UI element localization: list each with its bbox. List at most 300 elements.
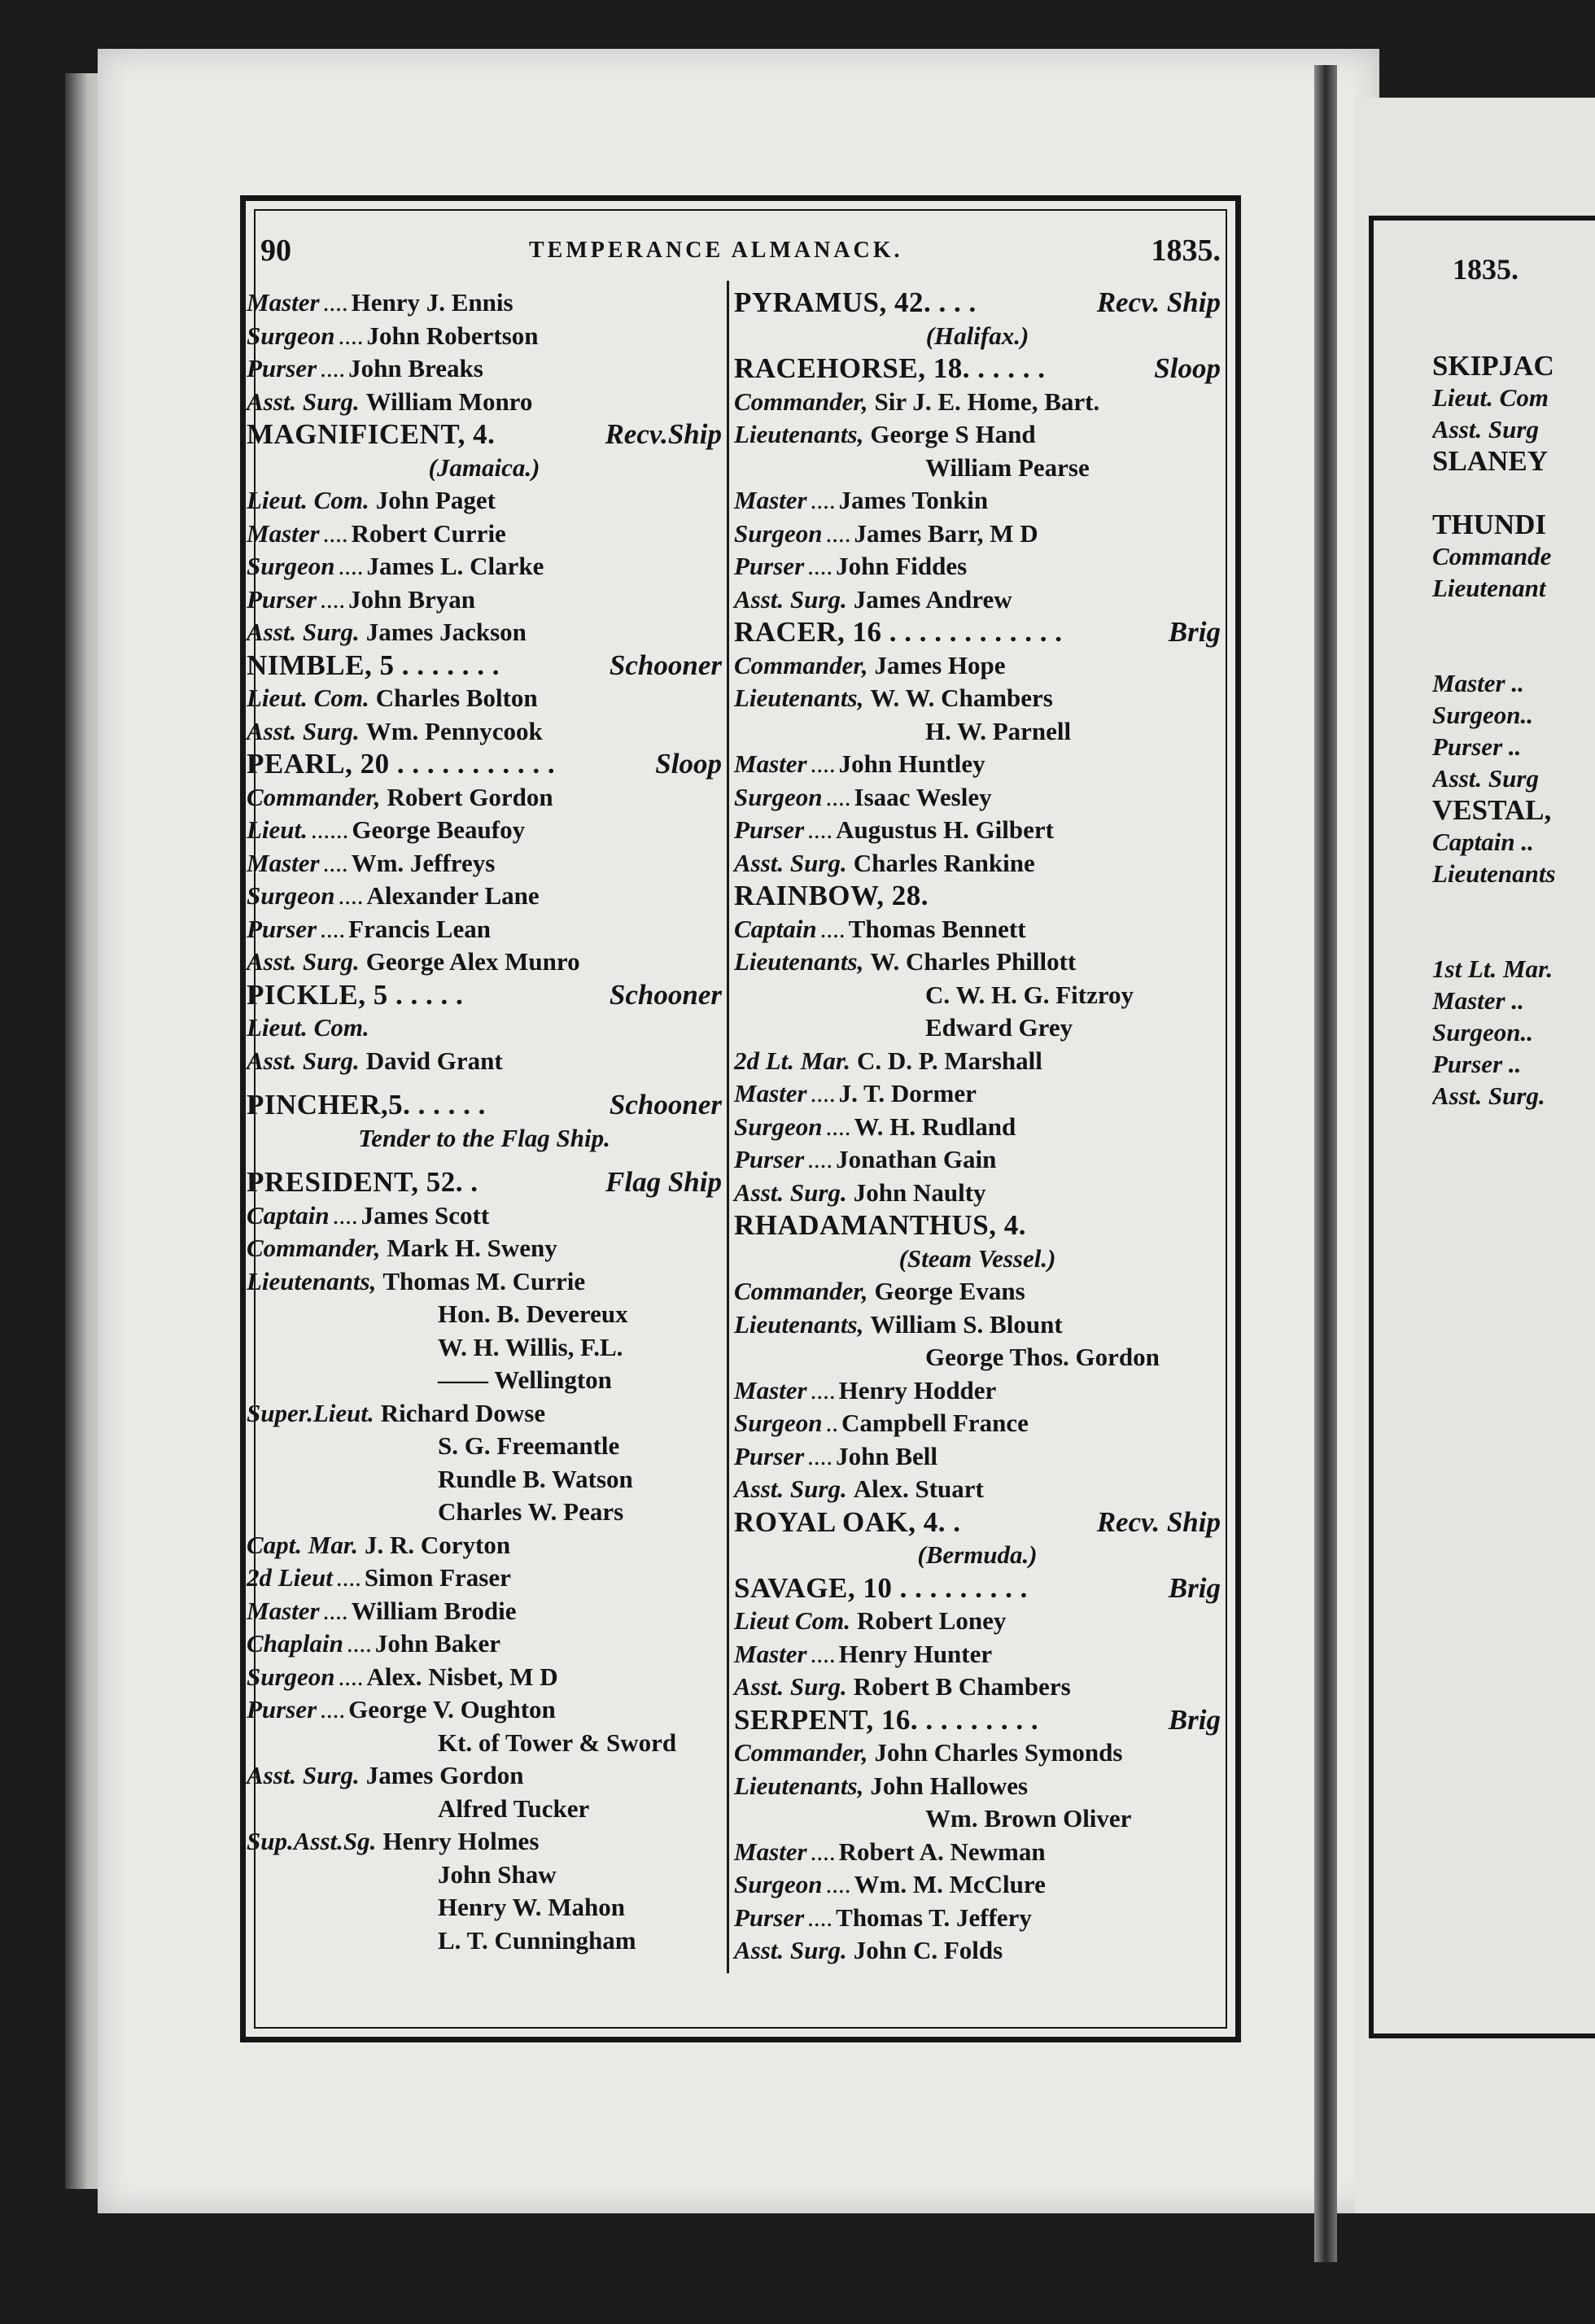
ship-type: Recv. Ship <box>1096 1505 1221 1538</box>
facing-page-column <box>1432 350 1595 1112</box>
officer-entry <box>734 550 1221 583</box>
officer-entry <box>734 1407 1221 1440</box>
officer-name: James Hope <box>874 650 1006 679</box>
officer-name: George Evans <box>874 1277 1025 1305</box>
officer-entry <box>247 386 722 419</box>
ship-type: Sloop <box>655 748 722 780</box>
officer-name: John Charles Symonds <box>874 1738 1123 1767</box>
leader-dots: .... <box>320 914 346 943</box>
officer-entry <box>247 1265 722 1299</box>
leader-dots: .... <box>807 1441 833 1470</box>
officer-rank: Commander, <box>734 650 868 679</box>
facing-page-line: VESTAL, <box>1432 794 1552 826</box>
ship-name: PYRAMUS, 42. . . . <box>734 286 977 318</box>
running-title: TEMPERANCE ALMANACK. <box>529 238 903 263</box>
officer-rank: Purser <box>734 552 805 580</box>
officer-entry <box>734 484 1221 518</box>
officer-name: Henry Hunter <box>838 1639 993 1668</box>
officer-name: Isaac Wesley <box>854 782 992 811</box>
officer-name: Augustus H. Gilbert <box>836 815 1054 844</box>
officer-name: Francis Lean <box>348 914 491 943</box>
officer-rank: Surgeon <box>734 518 823 548</box>
book-gutter <box>1314 65 1337 2262</box>
officer-name: James Tonkin <box>838 486 989 514</box>
officer-rank: Asst. Surg. <box>734 1474 847 1503</box>
ship-name: RACEHORSE, 18. . . . . . <box>734 352 1046 384</box>
ship-type: Brig <box>1168 1571 1221 1604</box>
ship-name: MAGNIFICENT, 4. <box>247 418 496 450</box>
ship-name: RAINBOW, 28. <box>734 880 929 911</box>
officer-name: W. H. Rudland <box>854 1112 1016 1141</box>
officer-name: Rundle B. Watson <box>438 1464 633 1493</box>
officer-name: George V. Oughton <box>348 1695 556 1723</box>
leader-dots: .... <box>807 1902 833 1932</box>
ship-heading <box>734 1572 1221 1605</box>
officer-rank: Master <box>247 1596 320 1625</box>
officer-rank: Lieutenants, <box>247 1266 377 1295</box>
leader-dots: .... <box>338 552 364 580</box>
officer-rank: Commander, <box>247 1234 381 1262</box>
officer-rank: Asst. Surg. <box>247 947 360 976</box>
facing-page-line: THUNDI <box>1432 509 1547 540</box>
ship-heading <box>247 1089 722 1122</box>
officer-entry <box>734 781 1221 815</box>
officer-name: Simon Fraser <box>364 1563 511 1592</box>
leader-dots: .... <box>346 1629 372 1658</box>
spacer <box>247 1155 722 1166</box>
ship-heading <box>734 616 1221 649</box>
facing-page-line: Lieut. Com <box>1432 383 1549 412</box>
officer-name: W. H. Willis, F.L. <box>438 1332 623 1361</box>
officer-name: Henry Holmes <box>382 1827 540 1855</box>
officer-entry <box>247 682 722 715</box>
officer-name: L. T. Cunningham <box>438 1925 636 1955</box>
officer-name: W. W. Chambers <box>870 684 1053 712</box>
officer-entry <box>734 1473 1221 1506</box>
ship-name: RACER, 16 . . . . . . . . . . . . <box>734 616 1063 648</box>
facing-page-line <box>1432 604 1595 636</box>
facing-page-line: Purser .. <box>1432 1050 1522 1078</box>
facing-page-line <box>1432 636 1595 667</box>
ship-heading <box>734 286 1221 320</box>
officer-name: Charles Rankine <box>853 848 1035 877</box>
leader-dots: .... <box>807 1145 833 1173</box>
officer-rank: Capt. Mar. <box>247 1530 358 1559</box>
officer-entry <box>247 880 722 913</box>
officer-rank: Lieutenants, <box>734 1309 864 1339</box>
officer-name: George Alex Munro <box>365 947 580 976</box>
ship-type: Schooner <box>609 978 722 1011</box>
leader-dots: .... <box>320 584 346 614</box>
officer-name: Alexander Lane <box>366 881 540 910</box>
officer-entry <box>247 352 722 386</box>
officer-name: —— Wellington <box>438 1365 612 1394</box>
ship-type: Recv.Ship <box>605 418 722 450</box>
leader-dots: .... <box>338 1662 364 1691</box>
officer-entry <box>734 1143 1221 1177</box>
officer-name: J. R. Coryton <box>364 1530 511 1559</box>
officer-rank: Master <box>734 1639 807 1668</box>
facing-page-line <box>1432 477 1595 509</box>
officer-rank: Chaplain <box>247 1629 343 1658</box>
officer-entry <box>734 418 1221 452</box>
officer-entry <box>734 1111 1221 1144</box>
officer-entry <box>247 1825 722 1859</box>
officer-rank: Purser <box>734 1441 805 1470</box>
officer-entry <box>734 1934 1221 1968</box>
left-column <box>247 286 722 1957</box>
officer-name: C. W. H. G. Fitzroy <box>925 980 1134 1009</box>
officer-rank: Captain <box>247 1200 330 1230</box>
ship-name: PINCHER,5. . . . . . <box>247 1089 486 1120</box>
officer-entry <box>247 320 722 353</box>
officer-rank: Super.Lieut. <box>247 1398 374 1427</box>
officer-rank: Purser <box>247 914 317 943</box>
leader-dots: .... <box>322 288 348 317</box>
officer-entry <box>734 1045 1221 1078</box>
officer-name: Richard Dowse <box>380 1398 546 1427</box>
leader-dots: .... <box>322 518 348 548</box>
ship-station: (Bermuda.) <box>917 1540 1038 1569</box>
officer-entry <box>247 484 722 518</box>
officer-name: H. W. Parnell <box>925 716 1072 745</box>
officer-rank: Asst. Surg. <box>247 1046 360 1075</box>
leader-dots: .... <box>322 848 348 877</box>
officer-entry <box>734 847 1221 880</box>
officer-rank: Surgeon <box>734 782 823 811</box>
officer-entry <box>734 1902 1221 1935</box>
officer-entry <box>247 715 722 749</box>
officer-entry <box>247 1011 722 1045</box>
leader-dots: .... <box>320 1695 346 1723</box>
officer-name: John Hallowes <box>870 1771 1029 1800</box>
ship-heading <box>734 880 1221 913</box>
officer-entry <box>734 748 1221 781</box>
officer-entry <box>247 1562 722 1595</box>
officer-entry <box>247 1397 722 1431</box>
officer-entry <box>734 1868 1221 1902</box>
officer-name: George S Hand <box>870 420 1036 448</box>
officer-name: Henry J. Ennis <box>351 288 513 317</box>
leader-dots: .... <box>810 486 836 514</box>
officer-entry <box>247 1529 722 1562</box>
officer-rank: Asst. Surg. <box>247 1761 360 1789</box>
officer-rank: Master <box>734 749 807 778</box>
officer-name: John Fiddes <box>836 552 968 580</box>
officer-name: Alex. Stuart <box>853 1474 984 1503</box>
leader-dots: ...... <box>310 815 349 844</box>
officer-rank: Surgeon <box>247 881 335 910</box>
officer-rank: Purser <box>247 584 317 614</box>
officer-name: George Beaufoy <box>352 815 526 844</box>
officer-entry <box>247 286 722 320</box>
leader-dots: .... <box>338 881 364 910</box>
officer-name: Sir J. E. Home, Bart. <box>874 387 1100 416</box>
ship-station: (Steam Vessel.) <box>898 1243 1056 1273</box>
leader-dots: .... <box>332 1200 358 1230</box>
officer-rank: Surgeon <box>247 552 335 580</box>
officer-rank: Master <box>734 1079 807 1107</box>
ship-heading <box>734 352 1221 386</box>
leader-dots: .... <box>807 552 833 580</box>
officer-name: John Huntley <box>838 749 985 778</box>
officer-name: Henry Hodder <box>838 1375 997 1404</box>
officer-rank: Surgeon <box>734 1112 823 1141</box>
page-number: 90 <box>260 234 291 268</box>
ship-station: (Jamaica.) <box>428 452 540 482</box>
facing-page-line <box>1432 889 1595 921</box>
officer-rank: Lieut. <box>247 815 308 844</box>
officer-entry <box>247 518 722 551</box>
officer-rank: Asst. Surg. <box>247 716 360 745</box>
officer-name: John Robertson <box>366 321 539 350</box>
officer-name: Thomas Bennett <box>848 914 1026 943</box>
ship-type: Schooner <box>609 649 722 681</box>
ship-heading <box>247 649 722 683</box>
ship-heading <box>734 1506 1221 1540</box>
ship-heading <box>247 418 722 452</box>
officer-entry <box>734 386 1221 419</box>
officer-name: James L. Clarke <box>366 552 544 580</box>
officer-entry <box>734 1275 1221 1308</box>
officer-rank: Master <box>734 1375 807 1404</box>
ship-name: ROYAL OAK, 4. . <box>734 1505 961 1538</box>
officer-name: Alfred Tucker <box>438 1793 590 1823</box>
officer-entry <box>734 1638 1221 1671</box>
officer-entry <box>247 814 722 847</box>
facing-page-line: SKIPJAC <box>1432 350 1554 382</box>
officer-rank: Asst. Surg. <box>734 1177 847 1207</box>
ship-name: SAVAGE, 10 . . . . . . . . . <box>734 1571 1028 1604</box>
officer-rank: Commander, <box>247 782 381 811</box>
officer-rank: 2d Lieut <box>247 1563 333 1592</box>
officer-name: Edward Grey <box>925 1013 1073 1042</box>
facing-page-line: Master .. <box>1432 669 1524 697</box>
officer-name: W. Charles Phillott <box>870 947 1077 976</box>
leader-dots: .... <box>810 749 836 778</box>
officer-rank: Lieut. Com. <box>247 486 369 514</box>
year: 1835. <box>1151 234 1221 268</box>
officer-entry <box>247 1693 722 1727</box>
facing-page-line: Captain .. <box>1432 828 1534 856</box>
officer-rank: Purser <box>734 815 805 844</box>
ship-name: SERPENT, 16. . . . . . . . . <box>734 1703 1039 1736</box>
officer-name: John Bryan <box>348 584 476 614</box>
ship-type: Recv. Ship <box>1096 286 1221 318</box>
officer-rank: Asst. Surg. <box>734 584 847 614</box>
officer-rank: Lieutenants, <box>734 420 864 448</box>
officer-name: Robert A. Newman <box>838 1837 1046 1866</box>
ship-type: Brig <box>1168 616 1221 648</box>
officer-name: William Pearse <box>925 452 1090 482</box>
leader-dots: .... <box>810 1837 836 1866</box>
officer-name: John Naulty <box>853 1177 986 1207</box>
officer-entry <box>734 518 1221 551</box>
officer-name: Thomas T. Jeffery <box>836 1902 1032 1932</box>
officer-name: Jonathan Gain <box>836 1145 997 1173</box>
officer-name: Robert Currie <box>351 518 506 548</box>
ship-name: PICKLE, 5 . . . . . <box>247 978 464 1011</box>
officer-name: John Baker <box>374 1629 501 1658</box>
facing-page-line: SLANEY <box>1432 445 1548 477</box>
leader-dots: .... <box>335 1563 361 1592</box>
officer-entry <box>247 1045 722 1078</box>
officer-rank: Sup.Asst.Sg. <box>247 1827 377 1855</box>
officer-rank: Lieut. Com. <box>247 1013 369 1042</box>
officer-entry <box>734 1374 1221 1408</box>
officer-rank: Asst. Surg. <box>734 1936 847 1964</box>
ship-heading <box>247 748 722 781</box>
facing-page-line: Asst. Surg. <box>1432 1081 1545 1110</box>
officer-name: Wm. Pennycook <box>365 716 543 745</box>
officer-rank: Master <box>734 486 807 514</box>
officer-name: Alex. Nisbet, M D <box>366 1662 558 1691</box>
leader-dots: .... <box>825 1870 851 1898</box>
officer-name: C. D. P. Marshall <box>856 1046 1042 1075</box>
officer-rank: Asst. Surg. <box>734 1672 847 1701</box>
officer-name: Thomas M. Currie <box>382 1266 586 1295</box>
facing-page-line: Purser .. <box>1432 732 1522 761</box>
officer-name: George Thos. Gordon <box>925 1343 1160 1371</box>
ship-name: PEARL, 20 . . . . . . . . . . . <box>247 748 556 780</box>
officer-entry <box>247 1199 722 1233</box>
officer-rank: Lieut Com. <box>734 1606 850 1635</box>
officer-rank: Master <box>734 1837 807 1866</box>
officer-rank: Lieutenants, <box>734 1771 864 1800</box>
officer-entry <box>247 847 722 880</box>
officer-rank: Lieut. Com. <box>247 684 369 712</box>
leader-dots: .... <box>810 1079 836 1107</box>
facing-page-year: 1835. <box>1453 253 1519 286</box>
officer-rank: Asst. Surg. <box>247 387 360 416</box>
officer-name: S. G. Freemantle <box>438 1431 620 1460</box>
officer-rank: Purser <box>734 1145 805 1173</box>
officer-entry <box>247 1661 722 1694</box>
leader-dots: .... <box>825 1112 851 1141</box>
officer-rank: Surgeon <box>247 1662 335 1691</box>
officer-name: William Monro <box>365 387 533 416</box>
leader-dots: .... <box>819 914 846 943</box>
ship-heading <box>734 1209 1221 1243</box>
officer-rank: Surgeon <box>734 1870 823 1898</box>
officer-entry <box>734 1671 1221 1704</box>
officer-name: David Grant <box>365 1046 503 1075</box>
facing-page-line: Lieutenant <box>1432 574 1546 602</box>
officer-rank: Asst. Surg. <box>734 848 847 877</box>
leader-dots: .... <box>810 1375 836 1404</box>
officer-rank: Master <box>247 288 320 317</box>
officer-rank: 2d Lt. Mar. <box>734 1046 850 1075</box>
leader-dots: .. <box>825 1409 839 1437</box>
officer-name: James Barr, M D <box>854 518 1038 548</box>
officer-entry <box>247 583 722 617</box>
leader-dots: .... <box>807 815 833 844</box>
officer-rank: Master <box>247 848 320 877</box>
officer-entry <box>734 1177 1221 1210</box>
officer-rank: Surgeon <box>247 321 335 350</box>
officer-entry <box>734 1770 1221 1803</box>
officer-name: Charles W. Pears <box>438 1497 624 1526</box>
officer-name: J. T. Dormer <box>838 1079 977 1107</box>
leader-dots: .... <box>320 354 346 382</box>
ship-type: Sloop <box>1154 352 1221 384</box>
running-head <box>260 233 1221 273</box>
officer-name: Charles Bolton <box>375 684 538 712</box>
officer-name: Wm. Jeffreys <box>351 848 496 877</box>
officer-name: Kt. of Tower & Sword <box>438 1728 677 1757</box>
ship-name: NIMBLE, 5 . . . . . . . <box>247 649 500 681</box>
officer-name: Hon. B. Devereux <box>438 1300 628 1328</box>
officer-name: William Brodie <box>351 1596 517 1625</box>
officer-entry <box>247 1627 722 1661</box>
officer-entry <box>734 1836 1221 1869</box>
officer-entry <box>734 814 1221 847</box>
officer-entry <box>734 1440 1221 1474</box>
officer-name: Robert B Chambers <box>853 1672 1071 1701</box>
ship-type: Flag Ship <box>605 1166 722 1198</box>
officer-rank: Purser <box>734 1902 805 1932</box>
leader-dots: .... <box>825 518 851 548</box>
facing-page-line: 1st Lt. Mar. <box>1432 954 1553 983</box>
officer-entry <box>734 1605 1221 1638</box>
officer-name: John Paget <box>375 486 496 514</box>
officer-name: Robert Gordon <box>387 782 553 811</box>
right-column <box>734 286 1221 1968</box>
officer-entry <box>247 946 722 979</box>
ship-heading <box>734 1704 1221 1737</box>
ship-name: PRESIDENT, 52. . <box>247 1166 478 1198</box>
facing-page-line: Asst. Surg <box>1432 415 1539 443</box>
officer-entry <box>734 946 1221 979</box>
officer-entry <box>247 616 722 649</box>
officer-name: Mark H. Sweny <box>387 1234 557 1262</box>
facing-page-line: Asst. Surg <box>1432 764 1539 793</box>
leader-dots: .... <box>322 1596 348 1625</box>
officer-rank: Surgeon <box>734 1409 823 1437</box>
ship-type: Brig <box>1168 1703 1221 1736</box>
facing-page-line: Surgeon.. <box>1432 701 1534 729</box>
ship-heading <box>247 1166 722 1199</box>
officer-entry <box>734 583 1221 617</box>
officer-rank: Commander, <box>734 1277 868 1305</box>
officer-name: John Breaks <box>348 354 483 382</box>
officer-rank: Purser <box>247 354 317 382</box>
officer-name: Henry W. Mahon <box>438 1893 625 1921</box>
officer-name: John Shaw <box>438 1859 557 1889</box>
facing-page-line <box>1432 921 1595 953</box>
spacer <box>247 1077 722 1089</box>
officer-entry <box>734 682 1221 715</box>
officer-rank: Lieutenants, <box>734 947 864 976</box>
facing-page-line: Commande <box>1432 542 1552 570</box>
officer-entry <box>734 913 1221 946</box>
officer-rank: Asst. Surg. <box>247 618 360 646</box>
officer-name: Robert Loney <box>856 1606 1007 1635</box>
ship-type: Schooner <box>609 1089 722 1120</box>
ship-station: Tender to the Flag Ship. <box>358 1123 610 1152</box>
officer-name: John C. Folds <box>853 1936 1003 1964</box>
ship-station: (Halifax.) <box>925 321 1029 350</box>
officer-entry <box>247 913 722 946</box>
officer-rank: Master <box>247 518 320 548</box>
ship-name: RHADAMANTHUS, 4. <box>734 1209 1026 1241</box>
officer-name: James Scott <box>361 1200 490 1230</box>
officer-name: Wm. Brown Oliver <box>925 1804 1132 1833</box>
officer-rank: Commander, <box>734 1738 868 1767</box>
officer-name: James Gordon <box>365 1761 524 1789</box>
officer-rank: Purser <box>247 1695 317 1723</box>
facing-page-line: Lieutenants <box>1432 859 1556 888</box>
